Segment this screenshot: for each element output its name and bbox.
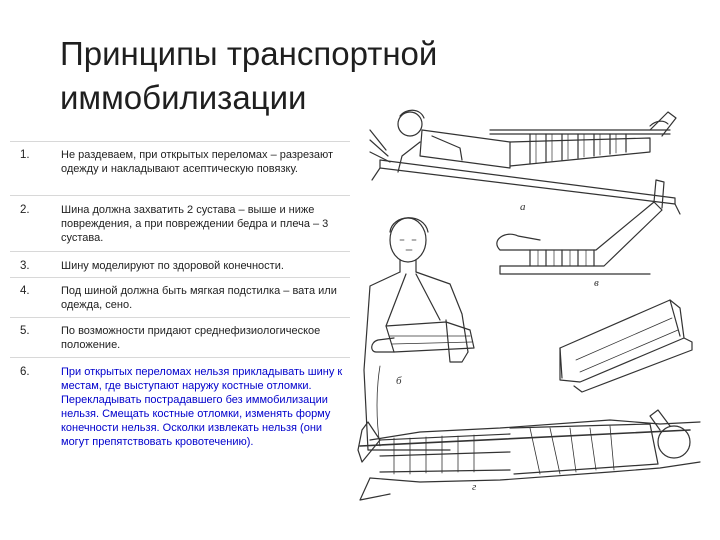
illustrations bbox=[350, 90, 720, 540]
figure-label-g: г bbox=[472, 481, 477, 493]
leg-splint-stretcher-icon bbox=[370, 110, 680, 214]
separator bbox=[10, 357, 350, 358]
title-line-1: Принципы транспортной bbox=[60, 35, 438, 72]
separator bbox=[10, 251, 350, 252]
separator bbox=[10, 317, 350, 318]
figure-label-a: а bbox=[520, 201, 526, 213]
full-body-splint-icon bbox=[358, 410, 700, 500]
item-number: 2. bbox=[20, 204, 30, 216]
arm-sling-patient-icon bbox=[364, 218, 474, 450]
figure-label-b: б bbox=[396, 375, 402, 387]
item-number: 1. bbox=[20, 149, 30, 161]
item-number: 5. bbox=[20, 325, 30, 337]
item-text: Шина должна захватить 2 сустава – выше и ниже повреждения, а при повреждении бедра и плеча – 3 сустава. bbox=[61, 204, 329, 244]
item-text: По возможности придают среднефизиологическое положение. bbox=[61, 325, 321, 351]
figure-label-v: в bbox=[594, 277, 599, 289]
item-text: Шину моделируют по здоровой конечности. bbox=[61, 260, 284, 272]
separator bbox=[10, 277, 350, 278]
title-line-2: иммобилизации bbox=[60, 79, 307, 116]
separator bbox=[10, 195, 350, 196]
item-number: 3. bbox=[20, 260, 30, 272]
item-text: Не раздеваем, при открытых переломах – разрезают одежду и накладывают асептическую повязку. bbox=[61, 149, 334, 175]
item-number: 6. bbox=[20, 366, 30, 378]
principles-list bbox=[0, 0, 350, 540]
item-number: 4. bbox=[20, 285, 30, 297]
item-text: Под шиной должна быть мягкая подстилка – вата или одежда, сено. bbox=[61, 285, 337, 311]
item-text: При открытых переломах нельзя прикладывать шину к местам, где выступают наружу костные отломки. Перекладывать пострадавшего без иммобилизации нельзя. Смещать костные отломки, изменять форму конечности нельзя. Осколки извлекать нельзя (они могут препятствовать кровотечению). bbox=[61, 366, 343, 448]
separator bbox=[10, 141, 350, 142]
